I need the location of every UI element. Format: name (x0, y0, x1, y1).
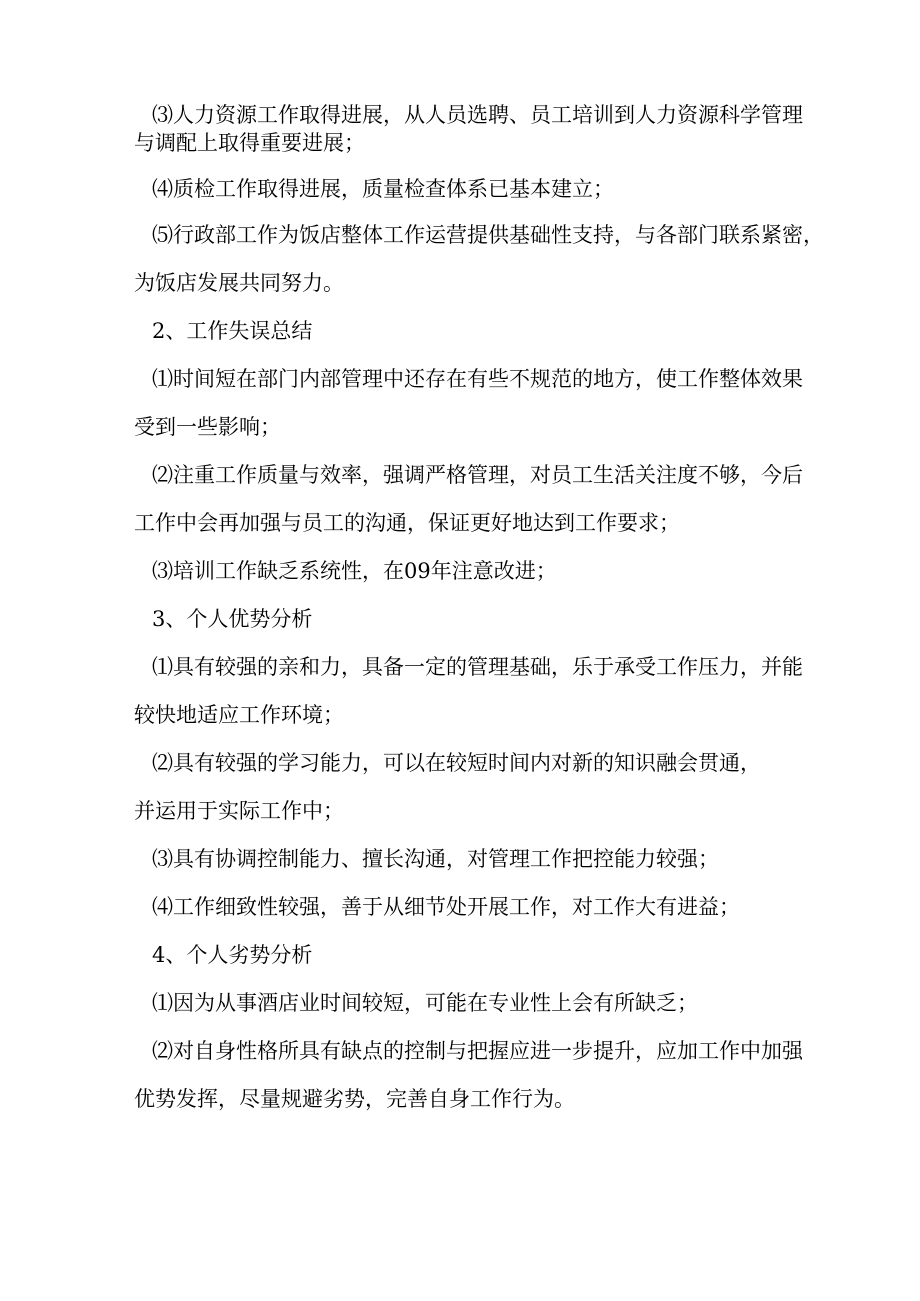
paragraph-line: ⑴时间短在部门内部管理中还存在有些不规范的地方，使工作整体效果 (152, 367, 803, 391)
paragraph-line: ⑷质检工作取得进展，质量检查体系已基本建立； (152, 177, 614, 201)
paragraph-line: 为饭店发展共同努力。 (134, 271, 344, 295)
paragraph-line: ⑶培训工作缺乏系统性，在09年注意改进； (152, 559, 557, 583)
paragraph-line: 受到一些影响； (134, 415, 281, 439)
paragraph-line: ⑵注重工作质量与效率，强调严格管理，对员工生活关注度不够，今后 (152, 463, 803, 487)
paragraph-line: 并运用于实际工作中； (134, 799, 344, 823)
paragraph-line: ⑵具有较强的学习能力，可以在较短时间内对新的知识融会贯通， (152, 751, 761, 775)
paragraph-line: 优势发挥，尽量规避劣势，完善自身工作行为。 (134, 1087, 575, 1111)
paragraph-line: ⑴因为从事酒店业时间较短，可能在专业性上会有所缺乏； (152, 991, 698, 1015)
paragraph-line: 与调配上取得重要进展； (134, 131, 365, 155)
paragraph-line: ⑵对自身性格所具有缺点的控制与把握应进一步提升，应加工作中加强 (152, 1039, 803, 1063)
paragraph-line: ⑴具有较强的亲和力，具备一定的管理基础，乐于承受工作压力，并能 (152, 655, 803, 679)
paragraph-line: ⑶具有协调控制能力、擅长沟通，对管理工作把控能力较强； (152, 847, 719, 871)
paragraph-line: ⑸行政部工作为饭店整体工作运营提供基础性支持，与各部门联系紧密， (152, 223, 824, 247)
paragraph-line: 工作中会再加强与员工的沟通，保证更好地达到工作要求； (134, 511, 680, 535)
paragraph-line: 较快地适应工作环境； (134, 703, 344, 727)
section-heading: 2、工作失误总结 (152, 319, 313, 343)
section-heading: 3、个人优势分析 (152, 607, 313, 631)
section-heading: 4、个人劣势分析 (152, 943, 313, 967)
paragraph-line: ⑶人力资源工作取得进展，从人员选聘、员工培训到人力资源科学管理 (152, 103, 803, 127)
paragraph-line: ⑷工作细致性较强，善于从细节处开展工作，对工作大有进益； (152, 895, 740, 919)
